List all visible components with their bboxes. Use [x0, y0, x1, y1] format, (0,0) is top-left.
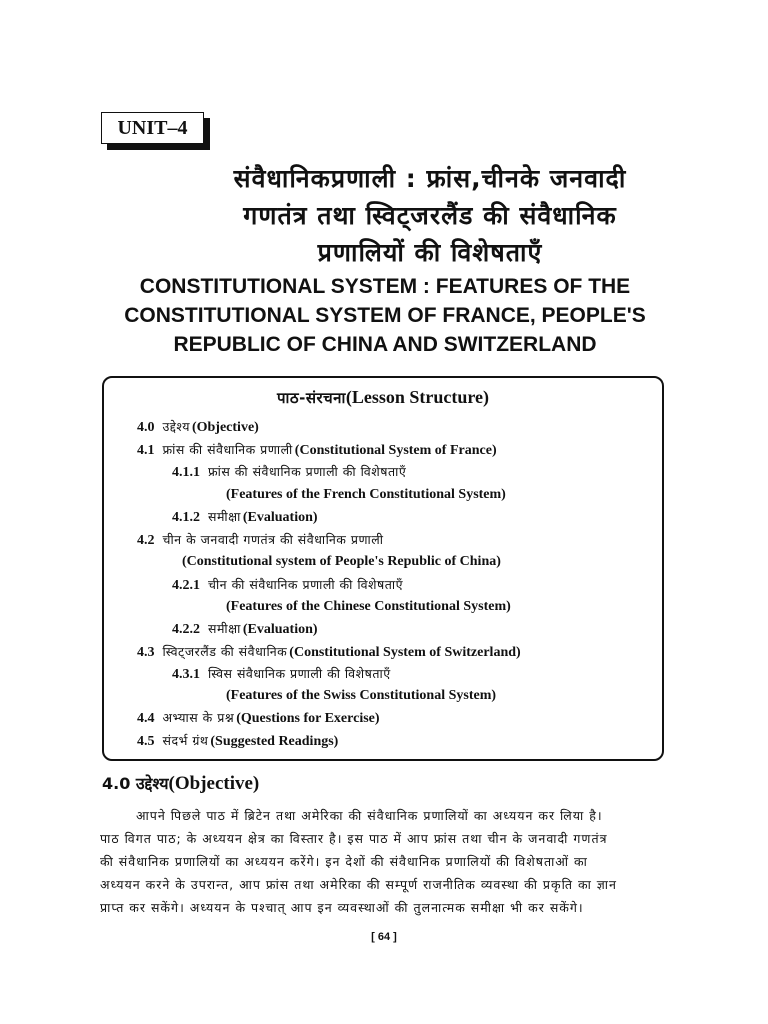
lesson-item-num: 4.1.1	[172, 465, 200, 480]
hindi-title	[80, 160, 768, 271]
lesson-item-hindi: स्विट्जरलैंड की संवैधानिक	[162, 644, 288, 659]
unit-badge	[101, 112, 204, 144]
english-title-line: CONSTITUTIONAL SYSTEM OF FRANCE, PEOPLE'S	[124, 304, 646, 327]
lesson-item	[216, 598, 511, 615]
lesson-item-hindi: स्विस संवैधानिक प्रणाली की विशेषताएँ	[208, 666, 391, 681]
paragraph-line: अध्ययन करने के उपरान्त, आप फ्रांस तथा अमेरिका की सम्पूर्ण राजनीतिक व्यवस्था की प्रकृति का ज्ञान	[100, 877, 617, 892]
lesson-item-hindi: फ्रांस की संवैधानिक प्रणाली	[162, 442, 293, 457]
lesson-item	[172, 553, 501, 570]
english-title-line: CONSTITUTIONAL SYSTEM : FEATURES OF THE	[139, 275, 631, 298]
hindi-title-line: गणतंत्र तथा स्विट्जरलैंड की संवैधानिक	[243, 201, 617, 230]
hindi-title-line: संवैधानिकप्रणाली : फ्रांस,चीनके जनवादी	[233, 164, 627, 193]
lesson-item-english: (Evaluation)	[242, 622, 318, 637]
lesson-item-hindi: फ्रांस की संवैधानिक प्रणाली की विशेषताएँ	[208, 464, 407, 479]
lesson-item-num: 4.0	[137, 420, 155, 435]
lesson-heading-english: (Lesson Structure)	[345, 387, 489, 407]
lesson-item-num: 4.2.1	[172, 578, 200, 593]
lesson-item-english: (Objective)	[191, 420, 259, 435]
lesson-item	[137, 531, 385, 549]
lesson-heading-hindi: पाठ-संरचना	[276, 389, 346, 407]
lesson-item-hindi: उद्देश्य	[162, 419, 190, 434]
section-heading	[102, 772, 259, 795]
lesson-item	[172, 508, 318, 526]
english-title-line: REPUBLIC OF CHINA AND SWITZERLAND	[173, 333, 597, 356]
lesson-item-num: 4.1.2	[172, 510, 200, 525]
lesson-item-hindi: समीक्षा	[208, 621, 241, 636]
lesson-item-num: 4.3.1	[172, 667, 200, 682]
lesson-item-english: (Constitutional System of France)	[294, 443, 497, 458]
section-heading-hindi: 4.0 उद्देश्य	[102, 774, 169, 793]
paragraph-line: पाठ विगत पाठ; के अध्ययन क्षेत्र का विस्तार है। इस पाठ में आप फ्रांस तथा चीन के जनवादी गणतंत्र	[100, 831, 608, 846]
lesson-item-english: (Questions for Exercise)	[236, 711, 380, 726]
lesson-item-hindi: अभ्यास के प्रश्न	[162, 710, 235, 725]
lesson-item	[172, 665, 393, 683]
lesson-item-english: (Constitutional system of People's Republic of China)	[182, 554, 501, 569]
page-number: [ 64 ]	[371, 931, 397, 943]
lesson-item-num: 4.1	[137, 443, 155, 458]
lesson-item-num: 4.5	[137, 734, 155, 749]
lesson-item-num: 4.2.2	[172, 622, 200, 637]
lesson-item-english: (Constitutional System of Switzerland)	[289, 645, 521, 660]
paragraph-line: आपने पिछले पाठ में ब्रिटेन तथा अमेरिका की संवैधानिक प्रणालियों का अध्ययन कर लिया है।	[136, 808, 603, 823]
section-heading-english: (Objective)	[168, 773, 260, 794]
paragraph-line: प्राप्त कर सकेंगे। अध्ययन के पश्चात् आप इन व्यवस्थाओं की तुलनात्मक समीक्षा भी कर सकेंगे।	[100, 900, 584, 915]
lesson-item	[137, 643, 521, 661]
lesson-item-english: (Features of the Swiss Constitutional System)	[226, 688, 497, 703]
lesson-item	[172, 620, 318, 638]
lesson-item	[172, 576, 405, 594]
paragraph-line: की संवैधानिक प्रणालियों का अध्ययन करेंगे। इन देशों की संवैधानिक प्रणालियों की विशेषताओं का	[100, 854, 588, 869]
hindi-title-line: प्रणालियों की विशेषताएँ	[317, 238, 543, 267]
lesson-item	[172, 463, 408, 481]
lesson-item-hindi: संदर्भ ग्रंथ	[162, 733, 209, 748]
lesson-item-num: 4.3	[137, 645, 155, 660]
lesson-item-num: 4.4	[137, 711, 155, 726]
lesson-item-hindi: समीक्षा	[208, 509, 241, 524]
lesson-item	[137, 732, 338, 750]
unit-label: UNIT–4	[101, 112, 204, 144]
lesson-item-english: (Features of the Chinese Constitutional System)	[226, 599, 511, 614]
lesson-item	[216, 486, 506, 503]
lesson-item-english: (Evaluation)	[242, 510, 318, 525]
lesson-item-english: (Features of the French Constitutional System)	[226, 487, 506, 502]
lesson-item	[137, 709, 380, 727]
lesson-item	[137, 418, 259, 436]
lesson-structure-heading	[104, 387, 662, 408]
lesson-item-english: (Suggested Readings)	[210, 734, 339, 749]
lesson-item-hindi: चीन के जनवादी गणतंत्र की संवैधानिक प्रणाली	[162, 532, 384, 547]
lesson-item-hindi: चीन की संवैधानिक प्रणाली की विशेषताएँ	[208, 577, 404, 592]
lesson-item	[137, 441, 497, 459]
english-title	[70, 272, 700, 359]
objective-paragraph	[100, 804, 768, 919]
lesson-item-num: 4.2	[137, 533, 155, 548]
lesson-item	[216, 687, 496, 704]
